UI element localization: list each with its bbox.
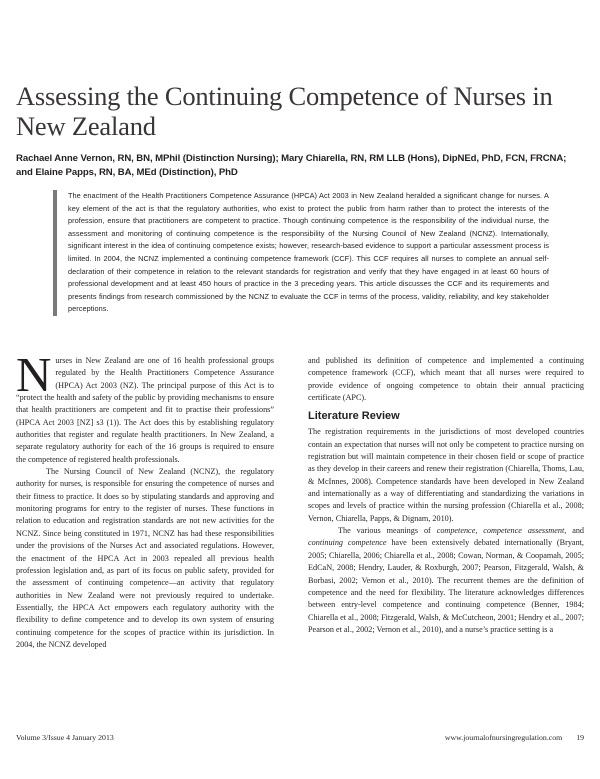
text-span: and <box>566 526 585 536</box>
body-paragraph: and published its definition of competence and implemented a continuing competence framework (CCF), which meant that all nurses were required to provide evidence of ongoing competence to obtain their annual practicing certificate (APC). <box>308 356 584 403</box>
body-paragraph: The registration requirements in the jurisdictions of most developed countries contain an expectation that nurses will not only be competent to practice nursing on registration but will maintain competence in their chosen field or scope of practice as they develop in their careers and renew their registration (Chiarella, Thoms, Lau, & McInnes, 2008). Competence standards have been developed in New Zealand and internationally as a way of differentiating and standardizing the variations in scopes and levels of practice within the nursing profession (Chiarella et al., 2008; Vernon, Chiarella, Papps, & Dignam, 2010). <box>308 427 584 523</box>
abstract: The enactment of the Health Practitioners Competence Assurance (HPCA) Act 2003 in New Zealand heralded a significant change for nurses. A key element of the act is that the regulatory authorities, who exist to protect the public from harm rather than to protect the interests of the profession, ensure that practitioners are competent to practice. Though continuing competence is the responsibility of the individual nurse, the assessment and monitoring of continuing competence is the responsibility of the Nursing Council of New Zealand (NCNZ). Internationally, significant interest in the idea of continuing competence exists; however, research-based evidence to support a particular assessment process is limited. In 2004, the NCNZ implemented a continuing competence framework (CCF). This CCF requires all nurses to complete an annual self-declaration of their competence in relation to the relevant standards for registration and verify that they have engaged in at least 60 hours of professional development and at least 450 hours of practice in the 3 preceding years. This article discusses the CCF and its requirements and presents findings from research commissioned by the NCNZ to evaluate the CCF in terms of the process, validity, reliability, and key stakeholder perceptions. <box>53 190 549 316</box>
issue-info: Volume 3/Issue 4 January 2013 <box>16 733 114 742</box>
intro-paragraph <box>16 347 274 466</box>
body-paragraph: The Nursing Council of New Zealand (NCNZ), the regulatory authority for nurses, is responsible for ensuring the competence of nurses and their fitness to practice. It does so by stipulating standards and approving and monitoring programs for entry to the register of nurses. These functions in relation to education and registration standards are not new activities for the NCNZ. Since being constituted in 1971, NCNZ has had these responsibilities under the provisions of the Nurses Act and associated regulations. However, the enactment of the HPCA Act in 2003 repealed all previous health profession legislation and, as part of its focus on public safety, provided for the assessment of continuing competence—an activity that regulatory authorities in New Zealand were not previously required to undertake. Essentially, the HPCA Act empowers each regulatory authority with the flexibility to define competence and to develop its own system of ensuring continuing competence for the scopes of practice within its jurisdiction. In 2004, the NCNZ developed <box>16 467 274 649</box>
footer-right <box>445 733 584 742</box>
text-span: have been extensively debated internationally (Bryant, 2005; Chiarella, 2006; Chiarella et al., 2008; Cowan, Norman, & Coopamah, 2005; EdCaN, 2008; Hendry, Lauder, & Roxburgh, 2007; Pearson, Fitzgerald, Walsh, & Borbasi, 2002; Vernon et al., 2010). The recurrent themes are the definition of competence and the need for flexibility. The literature acknowledges differences between entry-level competence and continuing competence (Benner, 1984; Chiarella et al., 2008; Fitzgerald, Walsh, & McCutcheon, 2001; Hendry et al., 2007; Pearson et al., 2002; Vernon et al., 2010), and a nurse’s practice setting is a <box>308 538 584 634</box>
italic-term: continuing competence <box>308 538 387 548</box>
right-column <box>308 355 584 636</box>
page-number: 19 <box>576 733 584 742</box>
drop-cap: N <box>16 347 52 402</box>
intro-text: urses in New Zealand are one of 16 health professional groups regulated by the Health Practitioners Competence Assurance (HPCA) Act 2003 (NZ). The principal purpose of this Act is to “protect the health and safety of the public by providing mechanisms to ensure that health practitioners are competent and fit to practise their professions” (HPCA Act 2003 [NZ] s3 (1)). The Act does this by establishing regulatory authorities that register and regulate health practitioners. In New Zealand, a separate regulatory authority for each of the 16 groups is required to ensure the competence of registered health professionals. <box>16 356 274 464</box>
italic-terms: competence, competence assessment, <box>436 526 567 536</box>
page-footer <box>16 733 584 745</box>
section-heading: Literature Review <box>308 410 400 423</box>
body-paragraph <box>308 525 584 636</box>
author-list: Rachael Anne Vernon, RN, BN, MPhil (Distinction Nursing); Mary Chiarella, RN, RM LLB (Hons), DipNEd, PhD, FCN, FRCNA; and Elaine Papps, RN, BA, MEd (Distinction), PhD <box>16 153 567 178</box>
article-title: Assessing the Continuing Competence of Nurses in New Zealand <box>16 81 553 141</box>
left-column <box>16 347 274 651</box>
text-span: The various meanings of <box>338 526 437 536</box>
journal-url[interactable]: www.journalofnursingregulation.com <box>444 733 563 742</box>
